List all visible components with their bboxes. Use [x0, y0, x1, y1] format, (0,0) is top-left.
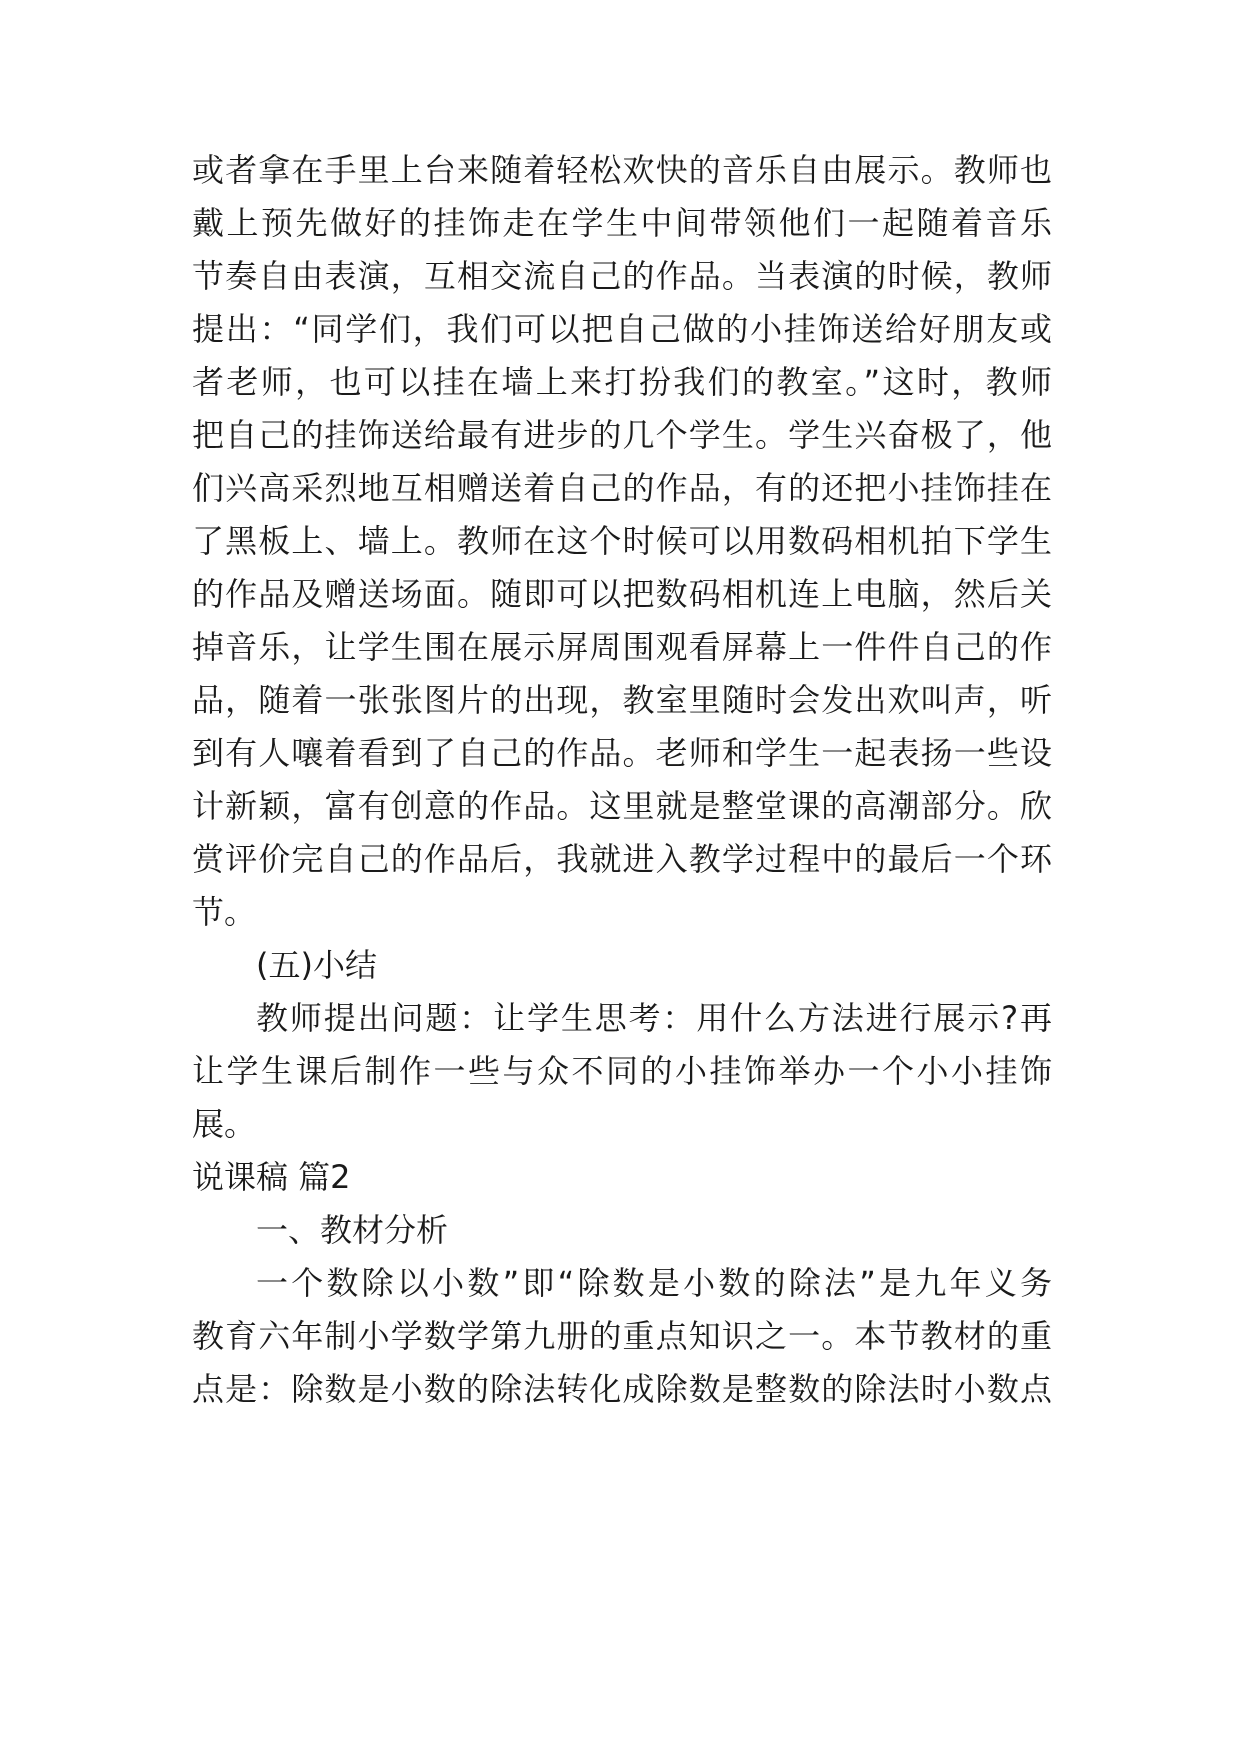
paragraph-line: 提出：“同学们，我们可以把自己做的小挂饰送给好朋友或 [192, 310, 1052, 348]
paragraph-line: 展。 [192, 1105, 257, 1143]
section-heading: 一、教材分析 [256, 1211, 449, 1249]
paragraph-line: 了黑板上、墙上。教师在这个时候可以用数码相机拍下学生 [192, 522, 1052, 560]
paragraph-line: 戴上预先做好的挂饰走在学生中间带领他们一起随着音乐 [192, 204, 1052, 242]
paragraph-line: 让学生课后制作一些与众不同的小挂饰举办一个小小挂饰 [192, 1052, 1052, 1090]
paragraph-line: 到有人嚷着看到了自己的作品。老师和学生一起表扬一些设 [192, 734, 1052, 772]
paragraph-line: 或者拿在手里上台来随着轻松欢快的音乐自由展示。教师也 [192, 151, 1052, 189]
paragraph-line: 者老师，也可以挂在墙上来打扮我们的教室。”这时，教师 [192, 363, 1052, 401]
paragraph-line: 一个数除以小数”即“除数是小数的除法”是九年义务 [256, 1264, 1052, 1302]
paragraph-line: 计新颖，富有创意的作品。这里就是整堂课的高潮部分。欣 [192, 787, 1052, 825]
paragraph-line: 点是：除数是小数的除法转化成除数是整数的除法时小数点 [192, 1370, 1052, 1408]
paragraph-line: 节奏自由表演，互相交流自己的作品。当表演的时候，教师 [192, 257, 1052, 295]
section-heading: (五)小结 [256, 946, 377, 984]
article-heading: 说课稿 篇2 [192, 1158, 351, 1196]
paragraph-line: 品，随着一张张图片的出现，教室里随时会发出欢叫声，听 [192, 681, 1052, 719]
paragraph-line: 赏评价完自己的作品后，我就进入教学过程中的最后一个环 [192, 840, 1052, 878]
paragraph-line: 节。 [192, 893, 257, 931]
paragraph-line: 们兴高采烈地互相赠送着自己的作品，有的还把小挂饰挂在 [192, 469, 1052, 507]
paragraph-line: 把自己的挂饰送给最有进步的几个学生。学生兴奋极了，他 [192, 416, 1052, 454]
paragraph-line: 教师提出问题：让学生思考：用什么方法进行展示?再 [256, 999, 1052, 1037]
paragraph-line: 掉音乐，让学生围在展示屏周围观看屏幕上一件件自己的作 [192, 628, 1052, 666]
paragraph-line: 的作品及赠送场面。随即可以把数码相机连上电脑，然后关 [192, 575, 1052, 613]
paragraph-line: 教育六年制小学数学第九册的重点知识之一。本节教材的重 [192, 1317, 1052, 1355]
